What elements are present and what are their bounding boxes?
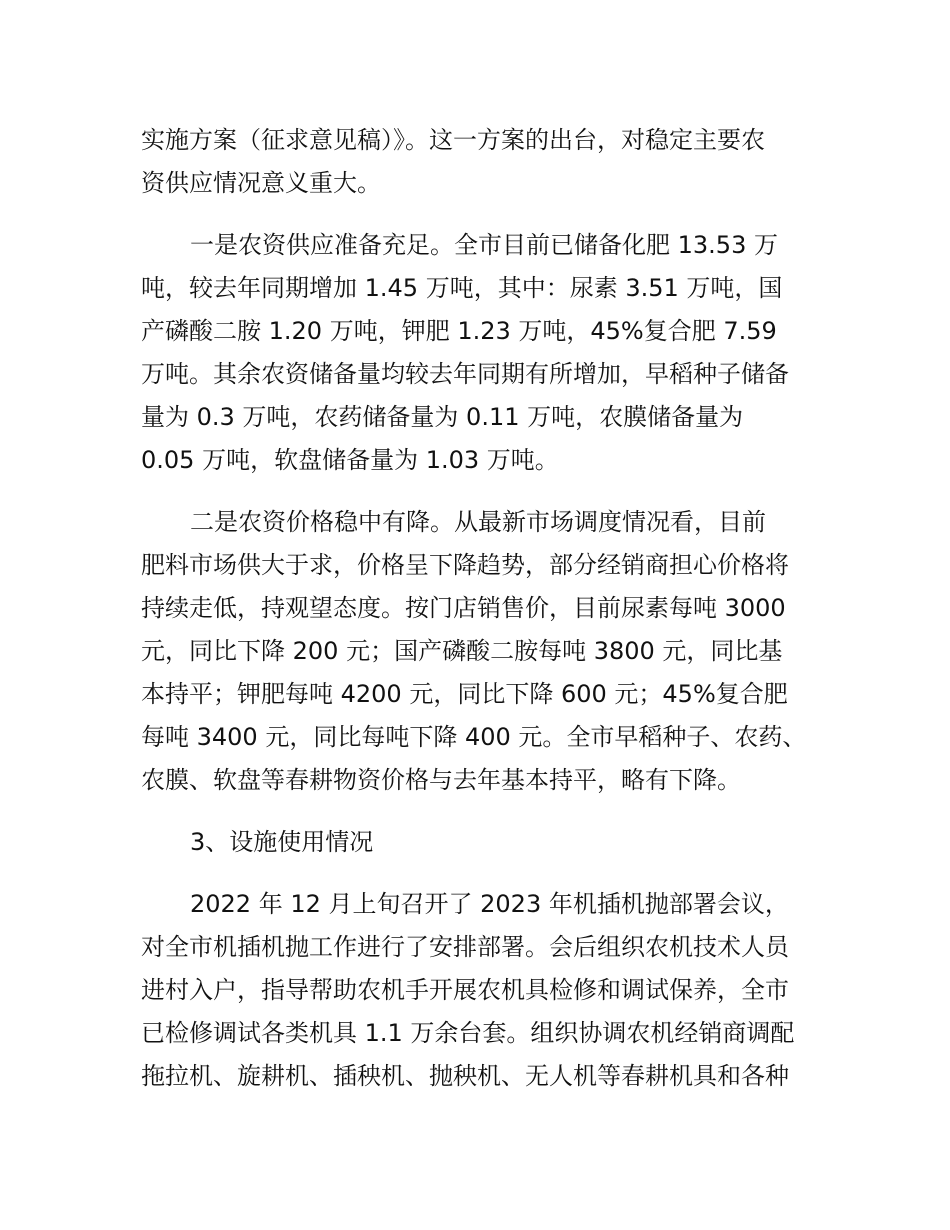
paragraph-supply-line-1: 一是农资供应准备充足。全市目前已储备化肥 13.53 万 [190, 231, 778, 259]
paragraph-price-line-5: 本持平；钾肥每吨 4200 元，同比下降 600 元；45%复合肥 [141, 680, 788, 708]
paragraph-1-line-1: 实施方案（征求意见稿）》。这一方案的出台，对稳定主要农 [141, 126, 765, 154]
paragraph-supply-line-2: 吨，较去年同期增加 1.45 万吨，其中：尿素 3.51 万吨，国 [141, 274, 783, 302]
paragraph-machinery-line-5: 拖拉机、旋耕机、插秧机、抛秧机、无人机等春耕机具和各种 [141, 1062, 789, 1090]
paragraph-machinery-line-3: 进村入户，指导帮助农机手开展农机具检修和调试保养，全市 [141, 976, 789, 1004]
section-heading-facilities: 3、设施使用情况 [190, 828, 374, 856]
paragraph-supply-line-6: 0.05 万吨，软盘储备量为 1.03 万吨。 [141, 446, 559, 474]
paragraph-price-line-7: 农膜、软盘等春耕物资价格与去年基本持平，略有下降。 [141, 766, 741, 794]
paragraph-machinery-line-1: 2022 年 12 月上旬召开了 2023 年机插机抛部署会议， [190, 890, 789, 918]
paragraph-1-line-2: 资供应情况意义重大。 [141, 169, 381, 197]
paragraph-price-line-1: 二是农资价格稳中有降。从最新市场调度情况看，目前 [190, 508, 766, 536]
paragraph-machinery-line-2: 对全市机插机抛工作进行了安排部署。会后组织农机技术人员 [141, 933, 789, 961]
paragraph-price-line-3: 持续走低，持观望态度。按门店销售价，目前尿素每吨 3000 [141, 594, 786, 622]
paragraph-supply-line-4: 万吨。其余农资储备量均较去年同期有所增加，早稻种子储备 [141, 360, 789, 388]
paragraph-machinery-line-4: 已检修调试各类机具 1.1 万余台套。组织协调农机经销商调配 [141, 1019, 795, 1047]
paragraph-price-line-4: 元，同比下降 200 元；国产磷酸二胺每吨 3800 元，同比基 [141, 637, 783, 665]
paragraph-price-line-6: 每吨 3400 元，同比每吨下降 400 元。全市早稻种子、农药、 [141, 723, 807, 751]
paragraph-supply-line-5: 量为 0.3 万吨，农药储备量为 0.11 万吨，农膜储备量为 [141, 403, 744, 431]
paragraph-supply-line-3: 产磷酸二胺 1.20 万吨，钾肥 1.23 万吨，45%复合肥 7.59 [141, 317, 777, 345]
paragraph-price-line-2: 肥料市场供大于求，价格呈下降趋势，部分经销商担心价格将 [141, 551, 789, 579]
